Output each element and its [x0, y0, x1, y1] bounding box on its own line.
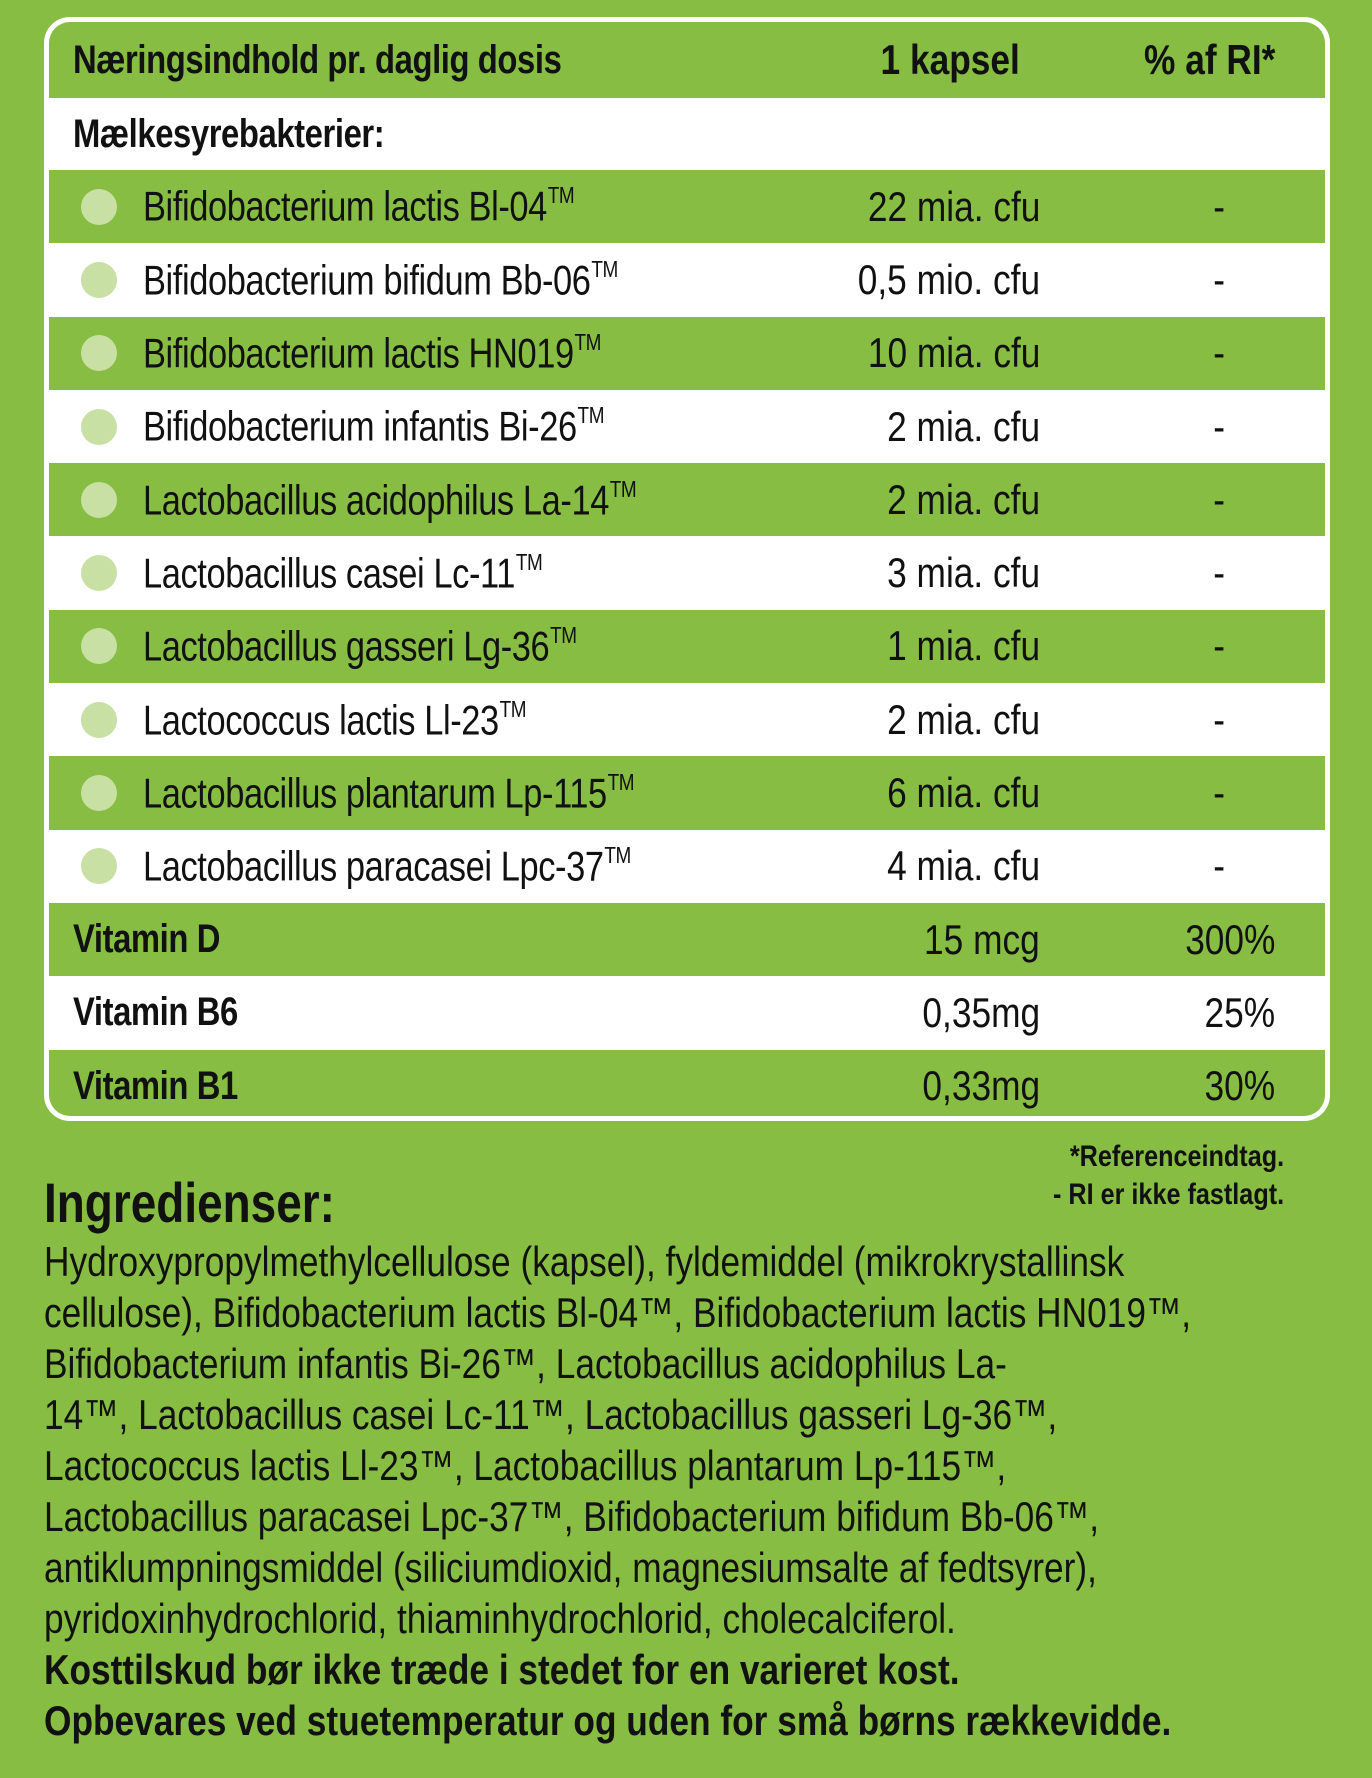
vitamin-amount: 15 mcg: [924, 915, 1040, 963]
trademark-mark: TM: [547, 182, 575, 209]
table-row: [49, 903, 1325, 976]
trademark-mark: TM: [607, 768, 635, 795]
ingredient-amount: 1 mia. cfu: [887, 622, 1040, 670]
ingredient-amount: 2 mia. cfu: [887, 475, 1040, 523]
table-row: [49, 170, 1325, 243]
header-name: Næringsindhold pr. daglig dosis: [73, 37, 562, 82]
ingredient-ri: -: [1213, 402, 1225, 450]
ingredients-line: 14™, Lactobacillus casei Lc-11™, Lactobacillus gasseri Lg-36™,: [44, 1391, 1058, 1438]
table-row: [49, 243, 1325, 316]
ingredient-amount: 4 mia. cfu: [887, 842, 1040, 890]
ingredient-amount: 6 mia. cfu: [887, 769, 1040, 817]
ingredients-line: Hydroxypropylmethylcellulose (kapsel), fyldemiddel (mikrokrystallinsk: [44, 1238, 1125, 1285]
ingredient-ri: -: [1213, 475, 1225, 523]
ingredient-ri: -: [1213, 329, 1225, 377]
ingredient-name: Bifidobacterium bifidum Bb-06™: [143, 255, 618, 304]
trademark-mark: TM: [515, 548, 543, 575]
vitamin-ri: 30%: [1204, 1062, 1275, 1110]
bullet-icon: [81, 702, 117, 738]
ingredients-line: Bifidobacterium infantis Bi-26™, Lactobacillus acidophilus La-: [44, 1340, 1007, 1387]
nutrition-table: [44, 17, 1330, 1121]
ingredients-line: Lactococcus lactis Ll-23™, Lactobacillus plantarum Lp-115™,: [44, 1442, 1007, 1489]
trademark-mark: TM: [550, 622, 577, 649]
ingredients-line: pyridoxinhydrochlorid, thiaminhydrochlorid, cholecalciferol.: [44, 1595, 956, 1642]
trademark-mark: TM: [591, 255, 618, 282]
section-label: Mælkesyrebakterier:: [73, 111, 385, 156]
bullet-icon: [81, 628, 117, 664]
ingredient-amount: 2 mia. cfu: [887, 402, 1040, 450]
ingredient-ri: -: [1213, 182, 1225, 230]
trademark-mark: TM: [574, 329, 602, 356]
bullet-icon: [81, 262, 117, 298]
bullet-icon: [81, 555, 117, 591]
vitamin-name: Vitamin B6: [73, 990, 238, 1035]
ingredient-ri: -: [1213, 255, 1225, 303]
ingredient-name: Bifidobacterium lactis Bl-04™: [143, 182, 575, 230]
ingredient-ri: -: [1213, 842, 1225, 890]
ingredient-amount: 0,5 mio. cfu: [857, 255, 1040, 303]
bullet-icon: [81, 482, 117, 518]
table-row: [49, 463, 1325, 536]
ingredient-amount: 3 mia. cfu: [887, 549, 1040, 597]
trademark-mark: TM: [604, 842, 631, 869]
ingredient-name: Lactobacillus gasseri Lg-36™: [143, 622, 577, 670]
ingredient-name: Lactobacillus acidophilus La-14™: [143, 475, 637, 523]
footnote-line-2: - RI er ikke fastlagt.: [1052, 1178, 1284, 1211]
table-row: [49, 317, 1325, 390]
bullet-icon: [81, 775, 117, 811]
vitamin-amount: 0,33mg: [922, 1062, 1040, 1110]
ingredient-name: Lactobacillus casei Lc-11™: [143, 548, 543, 597]
table-row: [49, 683, 1325, 756]
ingredients-title: Ingredienser:: [44, 1171, 335, 1234]
footnote: [1053, 1138, 1284, 1214]
trademark-mark: TM: [499, 695, 527, 722]
section-row: [49, 98, 1325, 170]
table-row: [49, 536, 1325, 609]
trademark-mark: TM: [577, 402, 605, 429]
ingredient-ri: -: [1213, 769, 1225, 817]
ingredients-line: Lactobacillus paracasei Lpc-37™, Bifidobacterium bifidum Bb-06™,: [44, 1493, 1100, 1540]
table-row: [49, 1050, 1325, 1121]
vitamin-name: Vitamin B1: [73, 1063, 238, 1108]
table-row: [49, 756, 1325, 829]
header-ri: % af RI*: [1143, 36, 1275, 83]
bullet-icon: [81, 409, 117, 445]
header-amount: 1 kapsel: [880, 36, 1020, 83]
ingredient-ri: -: [1213, 695, 1225, 743]
table-row: [49, 830, 1325, 903]
ingredient-amount: 10 mia. cfu: [867, 329, 1040, 377]
table-row: [49, 976, 1325, 1049]
vitamin-ri: 300%: [1184, 915, 1275, 963]
bullet-icon: [81, 335, 117, 371]
ingredients-text: [44, 1236, 1338, 1746]
ingredient-name: Lactobacillus paracasei Lpc-37™: [143, 842, 631, 890]
ingredient-name: Bifidobacterium infantis Bi-26™: [143, 402, 605, 450]
ingredient-amount: 2 mia. cfu: [887, 695, 1040, 743]
footnote-line-1: *Referenceindtag.: [1069, 1140, 1284, 1173]
warning-1: Kosttilskud bør ikke træde i stedet for en varieret kost.: [44, 1646, 960, 1693]
bullet-icon: [81, 848, 117, 884]
table-row: [49, 610, 1325, 683]
table-header-row: [49, 22, 1325, 98]
ingredient-name: Lactobacillus plantarum Lp-115™: [143, 768, 635, 817]
table-row: [49, 390, 1325, 463]
ingredients-line: antiklumpningsmiddel (siliciumdioxid, magnesiumsalte af fedtsyrer),: [44, 1544, 1097, 1591]
warning-2: Opbevares ved stuetemperatur og uden for små børns rækkevidde.: [44, 1697, 1172, 1744]
trademark-mark: TM: [609, 475, 637, 502]
bullet-icon: [81, 189, 117, 225]
ingredient-name: Lactococcus lactis Ll-23™: [143, 695, 527, 743]
ingredient-ri: -: [1213, 622, 1225, 670]
vitamin-name: Vitamin D: [73, 917, 220, 962]
vitamin-amount: 0,35mg: [922, 988, 1040, 1036]
ingredient-amount: 22 mia. cfu: [867, 182, 1040, 230]
ingredients-line: cellulose), Bifidobacterium lactis Bl-04™, Bifidobacterium lactis HN019™,: [44, 1289, 1192, 1336]
vitamin-ri: 25%: [1204, 988, 1275, 1036]
ingredient-name: Bifidobacterium lactis HN019™: [143, 329, 602, 377]
ingredient-ri: -: [1213, 549, 1225, 597]
